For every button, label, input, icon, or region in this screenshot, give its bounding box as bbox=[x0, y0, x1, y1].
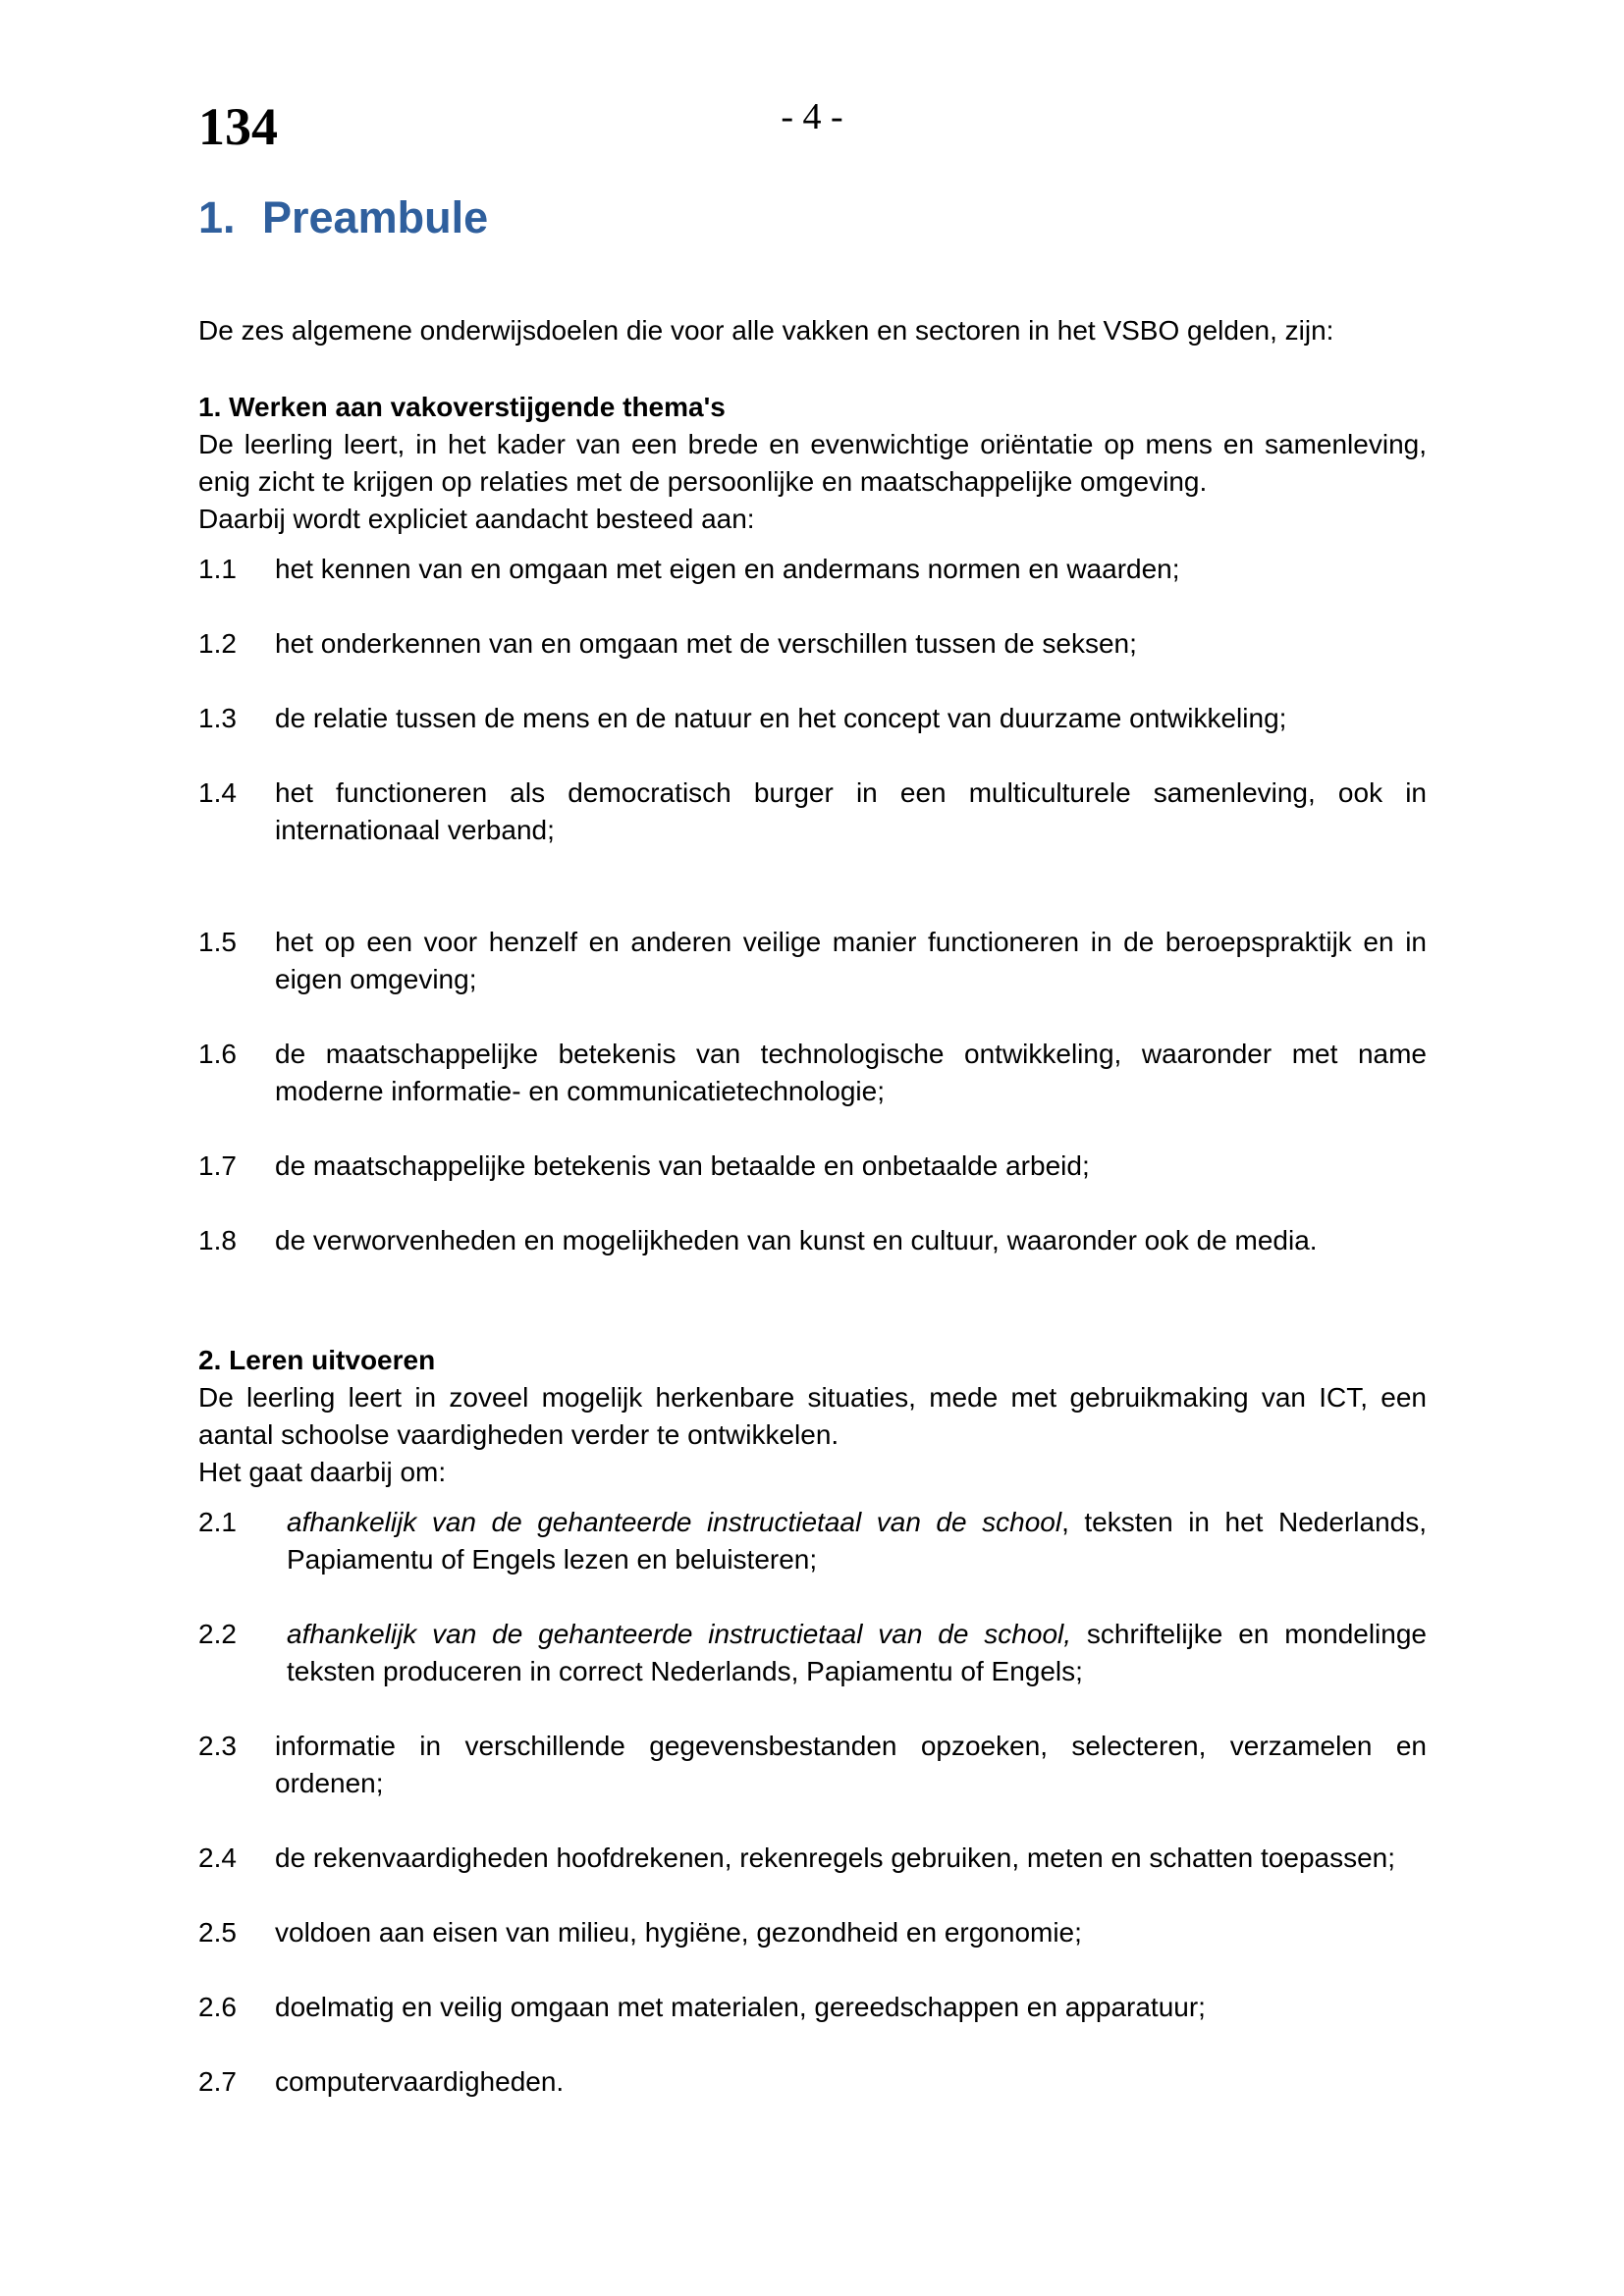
corner-number: 134 bbox=[198, 97, 278, 156]
item-italic-text: afhankelijk van de gehanteerde instructietaal van de school, bbox=[287, 1619, 1072, 1649]
section-1-title: 1. Werken aan vakoverstijgende thema's bbox=[198, 392, 726, 422]
list-item bbox=[198, 1616, 1427, 1690]
item-number: 1.4 bbox=[198, 777, 237, 808]
item-text: informatie in verschillende gegevensbestanden opzoeken, selecteren, verzamelen en ordenen; bbox=[275, 1731, 1427, 1798]
item-number: 1.3 bbox=[198, 703, 237, 733]
item-italic-text: afhankelijk van de gehanteerde instructietaal van de school bbox=[287, 1507, 1062, 1537]
list-item bbox=[198, 625, 1427, 663]
item-number: 1.2 bbox=[198, 628, 237, 659]
item-text: computervaardigheden. bbox=[275, 2066, 565, 2097]
section-1-body: De leerling leert, in het kader van een brede en evenwichtige oriëntatie op mens en samenleving, enig zicht te krijgen op relaties met de persoonlijke en maatschappelijke omgeving. bbox=[198, 429, 1427, 497]
section-1 bbox=[198, 389, 1427, 1259]
item-text: de relatie tussen de mens en de natuur en het concept van duurzame ontwikkeling; bbox=[275, 703, 1287, 733]
item-number: 1.5 bbox=[198, 927, 237, 957]
item-number: 2.4 bbox=[198, 1842, 237, 1873]
item-text bbox=[287, 1504, 1427, 1578]
item-number: 1.8 bbox=[198, 1225, 237, 1255]
list-item bbox=[198, 1989, 1427, 2026]
list-item bbox=[198, 1504, 1427, 1578]
list-item bbox=[198, 924, 1427, 998]
list-item bbox=[198, 551, 1427, 588]
item-text: het onderkennen van en omgaan met de verschillen tussen de seksen; bbox=[275, 628, 1137, 659]
item-text: het op een voor henzelf en anderen veilige manier functioneren in de beroepspraktijk en in eigen omgeving; bbox=[275, 927, 1427, 994]
list-item bbox=[198, 1728, 1427, 1802]
item-regular-text: , teksten in het Nederlands, Papiamentu of Engels lezen en beluisteren; bbox=[287, 1507, 1427, 1575]
item-number: 2.3 bbox=[198, 1731, 237, 1761]
main-heading-number: 1. bbox=[198, 192, 236, 242]
item-number: 2.1 bbox=[198, 1507, 237, 1537]
item-number: 1.7 bbox=[198, 1150, 237, 1181]
list-item bbox=[198, 1914, 1427, 1951]
list-item bbox=[198, 2063, 1427, 2101]
item-text bbox=[287, 1616, 1427, 1690]
page-number: - 4 - bbox=[781, 96, 843, 137]
main-heading-title: Preambule bbox=[262, 192, 489, 242]
list-item bbox=[198, 1148, 1427, 1185]
section-2-title: 2. Leren uitvoeren bbox=[198, 1345, 436, 1375]
item-text: het kennen van en omgaan met eigen en andermans normen en waarden; bbox=[275, 554, 1180, 584]
item-text: de maatschappelijke betekenis van betaalde en onbetaalde arbeid; bbox=[275, 1150, 1090, 1181]
item-number: 2.5 bbox=[198, 1917, 237, 1948]
section-2-lead-in: Het gaat daarbij om: bbox=[198, 1457, 447, 1487]
list-item bbox=[198, 1222, 1427, 1259]
section-2 bbox=[198, 1342, 1427, 2101]
item-number: 2.7 bbox=[198, 2066, 237, 2097]
list-item bbox=[198, 774, 1427, 849]
item-number: 1.6 bbox=[198, 1039, 237, 1069]
item-regular-text: schriftelijke en mondelinge teksten produceren in correct Nederlands, Papiamentu of Engels; bbox=[287, 1619, 1427, 1686]
item-text: de maatschappelijke betekenis van technologische ontwikkeling, waaronder met name moderne informatie- en communicatietechnologie; bbox=[275, 1039, 1427, 1106]
item-number: 2.6 bbox=[198, 1992, 237, 2022]
main-heading bbox=[198, 192, 1427, 243]
item-number: 2.2 bbox=[198, 1619, 237, 1649]
item-text: het functioneren als democratisch burger in een multiculturele samenleving, ook in internationaal verband; bbox=[275, 777, 1427, 845]
item-text: de verworvenheden en mogelijkheden van kunst en cultuur, waaronder ook de media. bbox=[275, 1225, 1318, 1255]
list-item bbox=[198, 700, 1427, 737]
item-text: de rekenvaardigheden hoofdrekenen, rekenregels gebruiken, meten en schatten toepassen; bbox=[275, 1842, 1396, 1873]
item-text: doelmatig en veilig omgaan met materialen, gereedschappen en apparatuur; bbox=[275, 1992, 1206, 2022]
list-item bbox=[198, 1036, 1427, 1110]
section-2-body: De leerling leert in zoveel mogelijk herkenbare situaties, mede met gebruikmaking van ICT, een aantal schoolse vaardigheden verder te ontwikkelen. bbox=[198, 1382, 1427, 1450]
item-text: voldoen aan eisen van milieu, hygiëne, gezondheid en ergonomie; bbox=[275, 1917, 1082, 1948]
list-item bbox=[198, 1840, 1427, 1877]
item-number: 1.1 bbox=[198, 554, 237, 584]
intro-paragraph: De zes algemene onderwijsdoelen die voor alle vakken en sectoren in het VSBO gelden, zijn: bbox=[198, 315, 1334, 346]
section-1-lead-in: Daarbij wordt expliciet aandacht besteed aan: bbox=[198, 504, 755, 534]
